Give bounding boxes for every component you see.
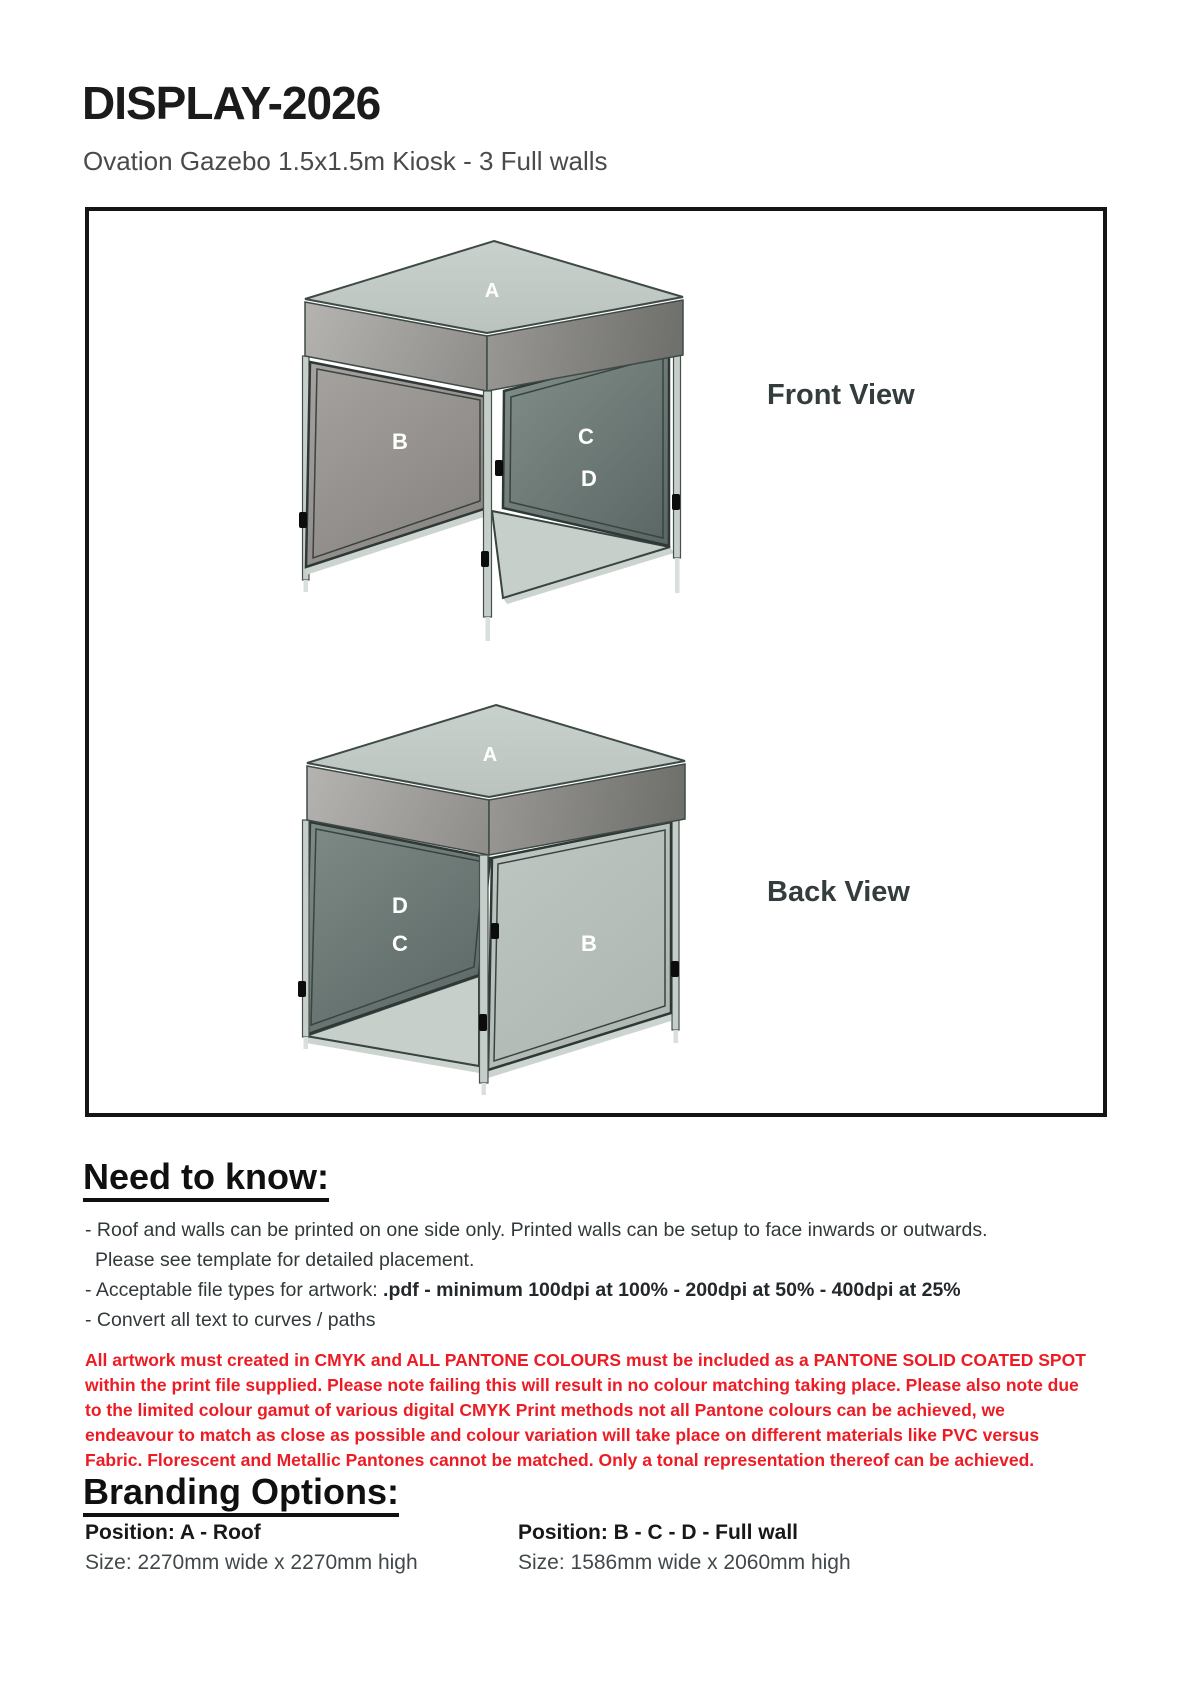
back-view-caption: Back View (767, 876, 910, 908)
front-clip-right (672, 494, 680, 510)
bullet-template-note: Please see template for detailed placement. (95, 1249, 475, 1271)
front-wall-d-label: D (581, 466, 597, 491)
diagram-frame (85, 207, 1107, 1117)
front-wall-b-label: B (392, 429, 408, 454)
warning-line: Fabric. Florescent and Metallic Pantones cannot be matched. Only a tonal representation thereof can be achieved. (85, 1450, 1035, 1470)
page-subtitle: Ovation Gazebo 1.5x1.5m Kiosk - 3 Full walls (83, 146, 608, 176)
front-center-leg-foot (486, 617, 491, 641)
front-clip-center-lower (481, 551, 489, 567)
bullet-file-types-specs: .pdf - minimum 100dpi at 100% - 200dpi at 50% - 400dpi at 25% (383, 1279, 961, 1301)
front-right-leg (674, 355, 681, 558)
warning-line: to the limited colour gamut of various digital CMYK Print methods not all Pantone colours can be achieved, we (85, 1400, 1005, 1420)
bullet-print-sides: - Roof and walls can be printed on one side only. Printed walls can be setup to face inwards or outwards. (85, 1219, 988, 1241)
front-view-caption: Front View (767, 379, 915, 411)
back-left-leg (303, 820, 310, 1037)
front-clip-center-upper (495, 460, 503, 476)
warning-line: All artwork must created in CMYK and ALL PANTONE COLOURS must be included as a PANTONE SOLID COATED SPOT (85, 1350, 1086, 1370)
back-clip-center-upper (491, 923, 499, 939)
front-left-leg-foot (304, 580, 309, 592)
front-clip-left (299, 512, 307, 528)
bullet-curves: - Convert all text to curves / paths (85, 1309, 376, 1331)
back-right-leg-foot (674, 1030, 679, 1043)
front-wall-c-label: C (578, 424, 594, 449)
page-title: DISPLAY-2026 (82, 77, 381, 129)
back-left-leg-foot (304, 1037, 309, 1049)
warning-line: endeavour to match as close as possible and colour variation will take place on different materials like PVC versus (85, 1425, 1040, 1445)
back-clip-center-lower (479, 1014, 487, 1031)
back-right-leg (672, 819, 679, 1030)
bullet-file-types (85, 1275, 1095, 1305)
branding-size-walls: Size: 1586mm wide x 2060mm high (518, 1551, 851, 1574)
need-to-know-list (85, 1215, 1095, 1335)
front-center-leg (484, 391, 492, 617)
back-wall-b-label: B (581, 931, 597, 956)
front-right-leg-foot (675, 558, 680, 593)
gazebo-front-view (299, 241, 915, 641)
bullet-file-types-prefix: - Acceptable file types for artwork: (85, 1279, 384, 1301)
branding-options-heading: Branding Options: (83, 1474, 399, 1517)
gazebo-back-view (298, 705, 910, 1095)
branding-size-roof: Size: 2270mm wide x 2270mm high (85, 1551, 418, 1574)
pantone-warning (85, 1348, 1095, 1473)
back-roof-label: A (482, 744, 498, 766)
branding-position-roof: Position: A - Roof (85, 1521, 261, 1544)
front-roof-label: A (484, 280, 500, 302)
back-center-leg (480, 855, 489, 1083)
warning-line: within the print file supplied. Please note failing this will result in no colour matching taking place. Please also note due (85, 1375, 1079, 1395)
front-wall-b (306, 362, 487, 567)
back-wall-d-label: D (392, 893, 408, 918)
need-to-know-heading: Need to know: (83, 1159, 329, 1202)
branding-position-walls: Position: B - C - D - Full wall (518, 1521, 798, 1544)
back-clip-right (671, 961, 679, 977)
back-center-leg-foot (482, 1083, 487, 1095)
back-wall-c-label: C (392, 931, 408, 956)
gazebo-diagram (89, 211, 1099, 1109)
back-clip-left (298, 981, 306, 997)
